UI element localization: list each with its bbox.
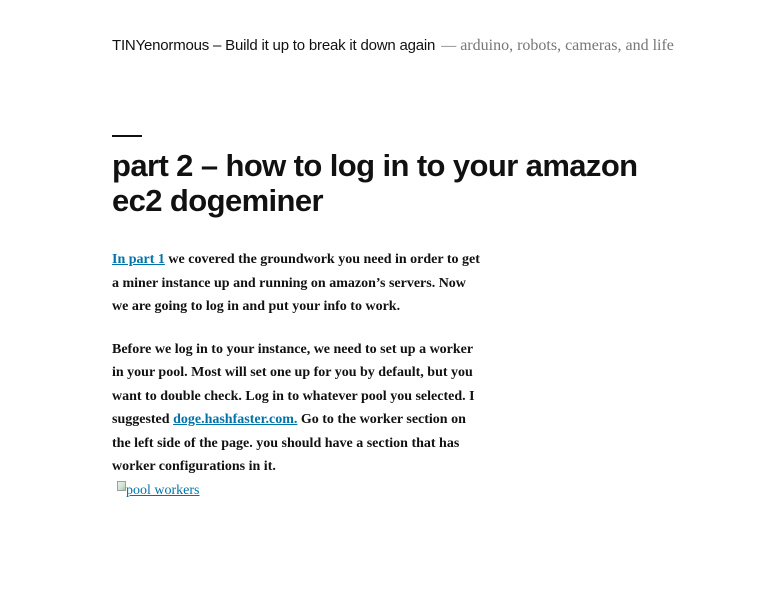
broken-image-icon [117,481,126,491]
site-title-link[interactable]: TINYenormous – Build it up to break it down again [112,37,436,54]
paragraph-intro [112,248,482,319]
site-description: arduino, robots, cameras, and life [460,37,674,54]
title-divider [112,135,142,137]
paragraph-worker-text-a: Before we log in to your instance, we need to set up a worker in your pool. Most will set one up for you by default, but you want to double check. Log in to whatever pool you selected. I suggested [112,341,475,427]
pool-workers-image-link[interactable] [117,479,200,503]
site-title-separator: — [441,38,457,54]
part-1-link[interactable]: In part 1 [112,252,165,267]
paragraph-intro-text: we covered the groundwork you need in order to get a miner instance up and running on amazon’s servers. Now we are going to log in and put your info to work. [112,252,480,314]
paragraph-worker-setup [112,338,482,503]
pool-workers-image-alt: pool workers [126,482,200,498]
paragraph-worker-text-b: Go to the worker section on the left side of the page. you should have a section that has worker configurations in it. [112,412,466,474]
post-title: part 2 – how to log in to your amazon ec2 dogeminer [112,148,638,218]
post-content [112,248,482,521]
hashfaster-link[interactable]: doge.hashfaster.com. [173,412,298,427]
site-header [112,37,732,55]
